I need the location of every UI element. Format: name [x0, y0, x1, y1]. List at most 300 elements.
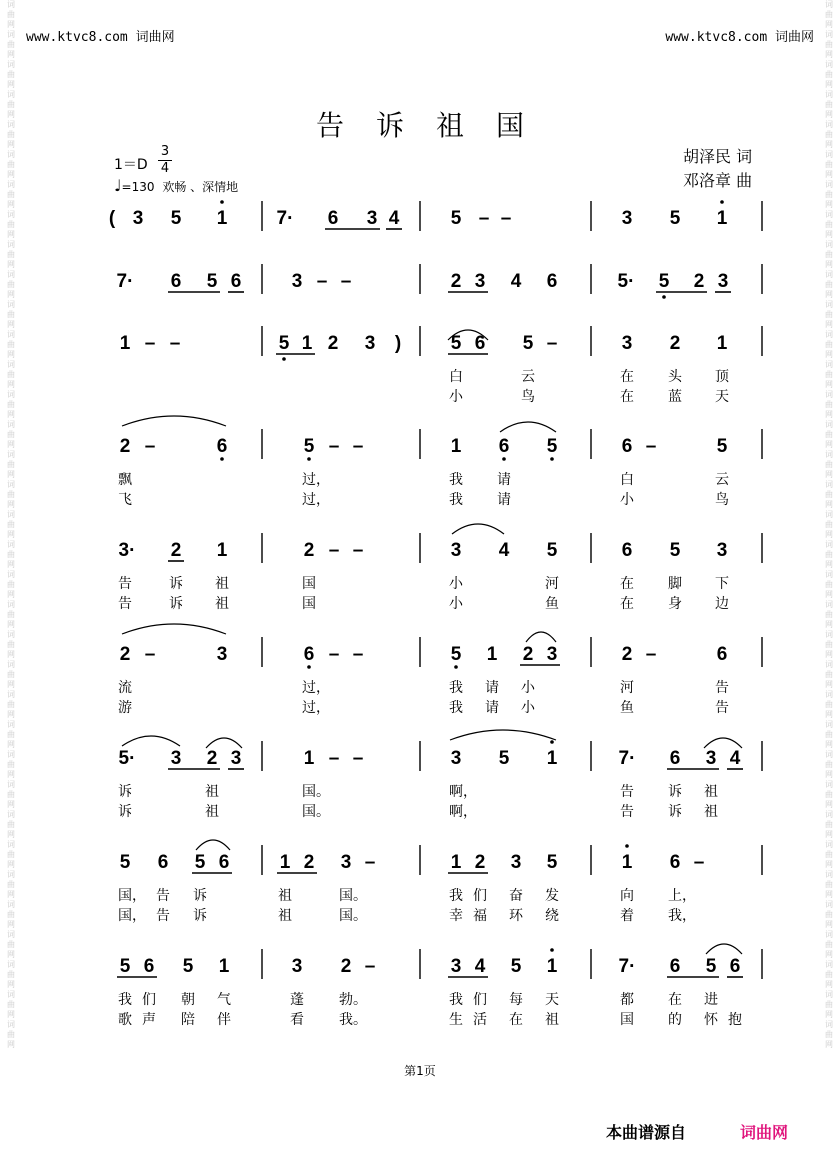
note: 3	[474, 271, 486, 292]
note: 7·	[618, 748, 636, 769]
watermark-char: 词	[7, 690, 15, 699]
watermark-char: 网	[825, 380, 833, 389]
lyric: 陪	[181, 1011, 195, 1027]
lyric: 诉	[668, 783, 682, 799]
lyric: 小	[449, 575, 463, 591]
lyric: 的	[668, 1011, 682, 1027]
expression-mark: 欢畅 、深情地	[162, 180, 239, 194]
watermark-char: 曲	[7, 1030, 15, 1039]
slur	[452, 524, 504, 534]
watermark-char: 网	[825, 920, 833, 929]
watermark-char: 曲	[825, 910, 833, 919]
watermark-char: 词	[825, 750, 833, 759]
lyric: 白	[449, 368, 463, 384]
watermark-char: 网	[7, 1010, 15, 1019]
watermark-char: 曲	[825, 760, 833, 769]
watermark-char: 曲	[7, 820, 15, 829]
note: 1	[621, 852, 633, 873]
lyric: 小	[521, 679, 535, 695]
note: –	[645, 644, 657, 665]
slur	[122, 736, 180, 746]
lyric: 天	[545, 991, 559, 1007]
note: 2	[170, 540, 182, 561]
lyric: 告	[118, 575, 132, 591]
lyric: 告	[620, 783, 634, 799]
watermark-char: 网	[825, 140, 833, 149]
note: 3	[291, 271, 303, 292]
lyric: 小	[449, 388, 463, 404]
watermark-char: 网	[825, 110, 833, 119]
lyric: 小	[521, 699, 535, 715]
watermark-char: 曲	[825, 340, 833, 349]
note: –	[546, 333, 558, 354]
lyric: 我	[118, 991, 132, 1007]
watermark-char: 曲	[825, 850, 833, 859]
watermark-char: 曲	[825, 940, 833, 949]
note: 5	[119, 852, 131, 873]
watermark-char: 词	[7, 780, 15, 789]
note: 1	[450, 852, 462, 873]
note: 3	[450, 956, 462, 977]
key-text: 1＝D	[114, 157, 148, 173]
note: 6	[669, 748, 681, 769]
note: 2	[693, 271, 705, 292]
watermark-char: 词	[825, 240, 833, 249]
note: 5	[278, 333, 290, 354]
lyric: 着	[620, 907, 634, 923]
note: 1	[119, 333, 131, 354]
lyric: 在	[620, 575, 634, 591]
note: –	[500, 208, 512, 229]
note: )	[394, 333, 402, 354]
note: 6	[327, 208, 339, 229]
lyric: 我。	[339, 1011, 367, 1027]
lyric: 祖	[278, 887, 292, 903]
note: 6	[546, 271, 558, 292]
note: –	[645, 436, 657, 457]
watermark-char: 词	[7, 330, 15, 339]
watermark-char: 曲	[7, 610, 15, 619]
header-right-site: 词曲网	[774, 30, 814, 45]
lyric: 游	[118, 699, 132, 715]
watermark-char: 曲	[825, 70, 833, 79]
watermark-char: 词	[825, 180, 833, 189]
note: 6	[230, 271, 242, 292]
lyric: 朝	[181, 991, 195, 1007]
watermark-char: 网	[7, 1040, 15, 1049]
note: 6	[170, 271, 182, 292]
watermark-char: 曲	[7, 130, 15, 139]
lyric: 云	[715, 471, 729, 487]
note: 5·	[118, 748, 136, 769]
watermark-char: 网	[825, 650, 833, 659]
watermark-char: 曲	[7, 880, 15, 889]
watermark-char: 网	[825, 950, 833, 959]
watermark-char: 曲	[825, 640, 833, 649]
note: 5	[303, 436, 315, 457]
watermark-char: 词	[825, 840, 833, 849]
watermark-char: 网	[825, 560, 833, 569]
slur	[450, 730, 556, 740]
time-bottom: 4	[160, 161, 170, 176]
watermark-char: 网	[825, 290, 833, 299]
lyric: 都	[620, 991, 634, 1007]
note: 3	[291, 956, 303, 977]
watermark-char: 曲	[825, 250, 833, 259]
note: 3	[340, 852, 352, 873]
lyricist: 胡泽民 词	[683, 147, 753, 166]
header-left-site: 词曲网	[135, 30, 175, 45]
watermark-char: 曲	[7, 220, 15, 229]
watermark-char: 曲	[7, 190, 15, 199]
low-octave-dot	[550, 457, 554, 461]
note: –	[478, 208, 490, 229]
note: 2	[669, 333, 681, 354]
watermark-char: 曲	[7, 670, 15, 679]
note: 6	[474, 333, 486, 354]
watermark-char: 词	[7, 120, 15, 129]
note: 2	[119, 436, 131, 457]
watermark-char: 曲	[825, 670, 833, 679]
lyric: 在	[620, 388, 634, 404]
watermark-char: 曲	[825, 370, 833, 379]
lyric: 天	[715, 388, 729, 404]
note: 7·	[618, 956, 636, 977]
slur	[206, 738, 242, 748]
watermark-char: 网	[825, 200, 833, 209]
lyric: 国。	[302, 783, 330, 799]
watermark-char: 网	[7, 20, 15, 29]
note: 3	[510, 852, 522, 873]
lyric: 国。	[339, 887, 367, 903]
watermark-char: 网	[825, 620, 833, 629]
watermark-char: 词	[825, 360, 833, 369]
watermark-char: 曲	[825, 100, 833, 109]
watermark-char: 曲	[7, 340, 15, 349]
note: 2	[303, 852, 315, 873]
low-octave-dot	[307, 457, 311, 461]
watermark-char: 网	[7, 650, 15, 659]
lyric: 告	[715, 679, 729, 695]
watermark-char: 网	[825, 710, 833, 719]
lyric: 国，	[118, 907, 146, 923]
lyric: 头	[668, 368, 682, 384]
note: –	[364, 852, 376, 873]
note: 6	[669, 956, 681, 977]
watermark-char: 词	[7, 90, 15, 99]
watermark-char: 词	[825, 330, 833, 339]
watermark-char: 网	[825, 320, 833, 329]
watermark-char: 词	[7, 450, 15, 459]
watermark-char: 词	[7, 930, 15, 939]
watermark-char: 网	[825, 830, 833, 839]
slur	[706, 944, 742, 954]
watermark-char: 曲	[7, 940, 15, 949]
note: 1	[546, 748, 558, 769]
watermark-char: 网	[825, 470, 833, 479]
lyric: 小	[449, 595, 463, 611]
watermark-char: 网	[7, 560, 15, 569]
note: (	[108, 208, 116, 229]
watermark-char: 曲	[7, 760, 15, 769]
lyric: 告	[620, 803, 634, 819]
note: 5	[182, 956, 194, 977]
watermark-char: 网	[7, 50, 15, 59]
lyric: 国。	[302, 803, 330, 819]
slur	[704, 738, 742, 748]
lyric: 诉	[193, 907, 207, 923]
watermark-char: 曲	[7, 490, 15, 499]
note: 5	[450, 208, 462, 229]
lyric: 蓬	[290, 991, 304, 1007]
watermark-char: 网	[7, 410, 15, 419]
side-watermark-right	[820, 0, 838, 1169]
watermark-char: 词	[7, 720, 15, 729]
lyric: 上，	[668, 887, 696, 903]
note: 4	[498, 540, 510, 561]
time-top: 3	[158, 144, 172, 161]
lyric: 啊，	[449, 803, 477, 819]
note: 6	[157, 852, 169, 873]
note: 3	[717, 271, 729, 292]
watermark-char: 词	[825, 780, 833, 789]
lyric: 告	[156, 907, 170, 923]
watermark-char: 曲	[7, 970, 15, 979]
watermark-char: 曲	[825, 1000, 833, 1009]
watermark-char: 网	[7, 680, 15, 689]
watermark-char: 曲	[825, 130, 833, 139]
note: 6	[621, 540, 633, 561]
lyric: 诉	[169, 575, 183, 591]
header-left-url[interactable]: www.ktvc8.com	[26, 30, 128, 45]
slur	[448, 330, 488, 340]
tempo-value: =130	[121, 180, 155, 194]
note: 6	[498, 436, 510, 457]
watermark-char: 词	[7, 510, 15, 519]
lyric: 祖	[215, 595, 229, 611]
lyric: 们	[142, 991, 156, 1007]
note: 5	[705, 956, 717, 977]
lyric: 祖	[205, 803, 219, 819]
lyric: 飘	[118, 471, 132, 487]
watermark-char: 曲	[7, 850, 15, 859]
note: –	[144, 436, 156, 457]
lyric: 我	[449, 471, 463, 487]
lyric: 进	[704, 991, 718, 1007]
note: –	[316, 271, 328, 292]
note: 5	[170, 208, 182, 229]
watermark-char: 网	[7, 830, 15, 839]
note: 3	[170, 748, 182, 769]
note: 5	[522, 333, 534, 354]
watermark-char: 网	[7, 980, 15, 989]
note: 1	[216, 540, 228, 561]
footer-brand[interactable]: 词曲网	[740, 1123, 789, 1142]
watermark-char: 词	[7, 750, 15, 759]
lyric: 祖	[704, 783, 718, 799]
lyric: 国	[302, 575, 316, 591]
lyric: 看	[290, 1011, 304, 1027]
lyric: 国，	[118, 887, 146, 903]
lyric: 告	[715, 699, 729, 715]
note: 6	[143, 956, 155, 977]
note: 3	[546, 644, 558, 665]
note: –	[340, 271, 352, 292]
low-octave-dot	[454, 665, 458, 669]
slur	[526, 632, 556, 642]
watermark-char: 网	[7, 350, 15, 359]
header-right-url[interactable]: www.ktvc8.com	[665, 30, 768, 45]
lyric: 在	[620, 595, 634, 611]
watermark-char: 词	[825, 630, 833, 639]
watermark-char: 曲	[7, 1000, 15, 1009]
note: 2	[522, 644, 534, 665]
lyric: 告	[156, 887, 170, 903]
lyric: 我	[449, 699, 463, 715]
note: –	[328, 644, 340, 665]
watermark-char: 网	[7, 260, 15, 269]
watermark-char: 词	[825, 300, 833, 309]
high-octave-dot	[550, 740, 554, 744]
lyric: 过，	[302, 699, 330, 715]
lyric: 蓝	[668, 388, 682, 404]
quarter-note-icon: ♩	[114, 176, 122, 195]
lyric: 每	[509, 991, 523, 1007]
note: 3	[364, 333, 376, 354]
watermark-char: 词	[825, 510, 833, 519]
watermark-char: 曲	[7, 370, 15, 379]
watermark-char: 词	[7, 870, 15, 879]
lyric: 们	[473, 887, 487, 903]
watermark-char: 词	[825, 690, 833, 699]
note: 5	[658, 271, 670, 292]
watermark-char: 词	[7, 60, 15, 69]
note: 2	[450, 271, 462, 292]
watermark-char: 词	[7, 660, 15, 669]
watermark-char: 曲	[825, 550, 833, 559]
watermark-char: 词	[825, 660, 833, 669]
lyric: 们	[473, 991, 487, 1007]
note: 3·	[118, 540, 136, 561]
watermark-char: 词	[825, 270, 833, 279]
note: 2	[303, 540, 315, 561]
note: 4	[474, 956, 486, 977]
lyric: 诉	[118, 803, 132, 819]
watermark-char: 词	[7, 0, 15, 9]
watermark-char: 曲	[825, 400, 833, 409]
note: 1	[546, 956, 558, 977]
watermark-char: 词	[825, 600, 833, 609]
note: –	[169, 333, 181, 354]
watermark-char: 词	[7, 570, 15, 579]
lyric: 请	[485, 699, 499, 715]
lyric: 告	[118, 595, 132, 611]
lyric: 我，	[668, 907, 696, 923]
watermark-char: 曲	[7, 250, 15, 259]
watermark-char: 网	[825, 410, 833, 419]
watermark-char: 词	[825, 90, 833, 99]
watermark-char: 网	[825, 80, 833, 89]
note: 1	[716, 333, 728, 354]
watermark-char: 词	[7, 210, 15, 219]
lyric: 国	[302, 595, 316, 611]
low-octave-dot	[502, 457, 506, 461]
note: –	[328, 540, 340, 561]
lyric: 勃。	[339, 991, 367, 1007]
watermark-char: 词	[825, 390, 833, 399]
watermark-char: 词	[825, 150, 833, 159]
note: 3	[621, 333, 633, 354]
note: 6	[303, 644, 315, 665]
watermark-char: 曲	[825, 730, 833, 739]
note: 5	[206, 271, 218, 292]
note: 6	[621, 436, 633, 457]
lyric: 在	[620, 368, 634, 384]
watermark-char: 曲	[7, 400, 15, 409]
note: 5	[669, 540, 681, 561]
watermark-char: 网	[7, 290, 15, 299]
watermark-char: 词	[7, 990, 15, 999]
watermark-char: 词	[825, 30, 833, 39]
header-right	[665, 26, 814, 45]
lyric: 活	[473, 1011, 487, 1027]
watermark-char: 网	[825, 590, 833, 599]
lyric: 抱	[728, 1011, 742, 1027]
watermark-char: 曲	[825, 460, 833, 469]
note: 6	[729, 956, 741, 977]
watermark-char: 网	[825, 230, 833, 239]
watermark-char: 曲	[825, 220, 833, 229]
note: 3	[366, 208, 378, 229]
watermark-char: 词	[7, 960, 15, 969]
lyric: 在	[668, 991, 682, 1007]
watermark-char: 网	[7, 170, 15, 179]
watermark-char: 网	[825, 350, 833, 359]
watermark-char: 曲	[7, 40, 15, 49]
lyric: 生	[449, 1011, 463, 1027]
watermark-char: 曲	[7, 910, 15, 919]
lyric: 脚	[668, 575, 682, 591]
lyric: 鸟	[521, 388, 535, 404]
lyric: 河	[545, 575, 559, 591]
note: 3	[705, 748, 717, 769]
tempo-mark	[114, 176, 238, 195]
slur	[122, 624, 226, 634]
watermark-char: 网	[7, 710, 15, 719]
note: –	[328, 748, 340, 769]
lyric: 歌	[118, 1011, 132, 1027]
lyric: 诉	[169, 595, 183, 611]
lyric: 在	[509, 1011, 523, 1027]
composer: 邓洛章 曲	[683, 171, 753, 190]
watermark-char: 网	[7, 950, 15, 959]
note: 4	[729, 748, 741, 769]
lyric: 我	[449, 887, 463, 903]
watermark-char: 网	[7, 890, 15, 899]
watermark-char: 网	[7, 800, 15, 809]
lyric: 祖	[278, 907, 292, 923]
lyric: 下	[715, 575, 729, 591]
watermark-char: 词	[7, 420, 15, 429]
watermark-char: 网	[7, 200, 15, 209]
watermark-char: 网	[825, 50, 833, 59]
note: 5·	[617, 271, 635, 292]
note: –	[352, 436, 364, 457]
watermark-char: 网	[7, 620, 15, 629]
note: 5	[194, 852, 206, 873]
watermark-char: 曲	[825, 820, 833, 829]
note: 2	[340, 956, 352, 977]
